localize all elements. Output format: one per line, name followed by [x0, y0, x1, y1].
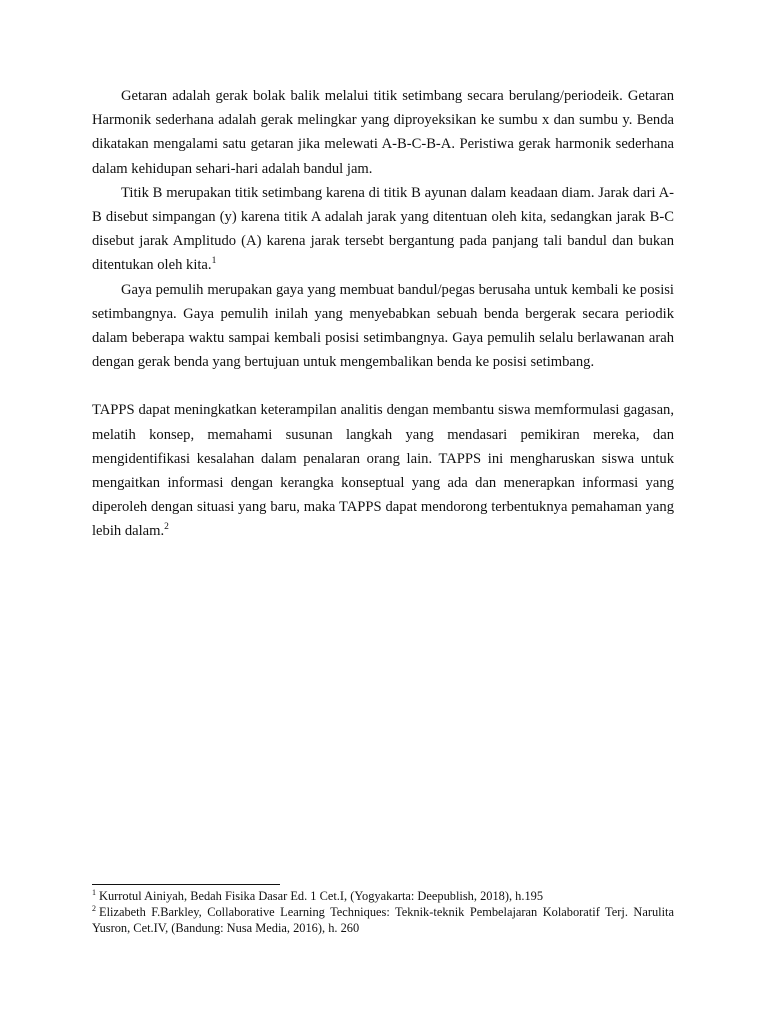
footnote-number: 1	[92, 887, 96, 897]
paragraph-text: Getaran adalah gerak bolak balik melalui titik setimbang secara berulang/periodeik. Getaran Harmonik sederhana adalah gerak melingkar yang diproyeksikan ke sumbu x dan sumbu y. Benda dikatakan mengalami satu getaran jika melewati A-B-C-B-A. Peristiwa gerak harmonik sederhana dalam kehidupan sehari-hari adalah bandul jam.	[92, 88, 674, 177]
footnote-number: 2	[92, 904, 96, 914]
footnote-1	[92, 888, 674, 904]
paragraph-tapps	[92, 398, 674, 543]
paragraph-gaya-pemulih	[92, 278, 674, 375]
footnote-ref[interactable]: 2	[164, 522, 169, 533]
paragraph-text: TAPPS dapat meningkatkan keterampilan analitis dengan membantu siswa memformulasi gagasan, melatih konsep, memahami susunan langkah yang mendasari pemikiran mereka, dan mengidentifikasi kesalahan dalam penalaran orang lain. TAPPS ini mengharuskan siswa untuk mengaitkan informasi dengan kerangka konseptual yang ada dan menerapkan informasi yang diperoleh dengan situasi yang baru, maka TAPPS dapat mendorong terbentuknya pemahaman yang lebih dalam.	[92, 402, 674, 540]
footnotes	[92, 888, 674, 937]
footnote-separator	[92, 884, 280, 885]
footnote-text: Kurrotul Ainiyah, Bedah Fisika Dasar Ed. 1 Cet.I, (Yogyakarta: Deepublish, 2018), h.195	[99, 889, 544, 903]
paragraph-text: Titik B merupakan titik setimbang karena di titik B ayunan dalam keadaan diam. Jarak dari A-B disebut simpangan (y) karena titik A adalah jarak yang ditentuan oleh kita, sedangkan jarak B-C disebut jarak Amplitudo (A) karena jarak tersebt bergantung pada panjang tali bandul dan bukan ditentukan oleh kita.	[92, 184, 674, 274]
paragraph-getaran	[92, 84, 674, 181]
paragraph-titik-b	[92, 181, 674, 278]
body-text	[92, 84, 674, 544]
paragraph-text: Gaya pemulih merupakan gaya yang membuat bandul/pegas berusaha untuk kembali ke posisi setimbangnya. Gaya pemulih inilah yang menyebabkan sebuah benda bergerak secara periodik dalam beberapa waktu sampai kembali posisi setimbangnya. Gaya pemulih selalu berlawanan arah dengan gerak benda yang bertujuan untuk mengembalikan benda ke posisi setimbang.	[92, 281, 674, 371]
footnote-ref[interactable]: 1	[211, 256, 217, 267]
footnote-2	[92, 904, 674, 936]
footnote-text: Elizabeth F.Barkley, Collaborative Learning Techniques: Teknik-teknik Pembelajaran Kolaboratif Terj. Narulita Yusron, Cet.IV, (Bandung: Nusa Media, 2016), h. 260	[92, 905, 674, 936]
